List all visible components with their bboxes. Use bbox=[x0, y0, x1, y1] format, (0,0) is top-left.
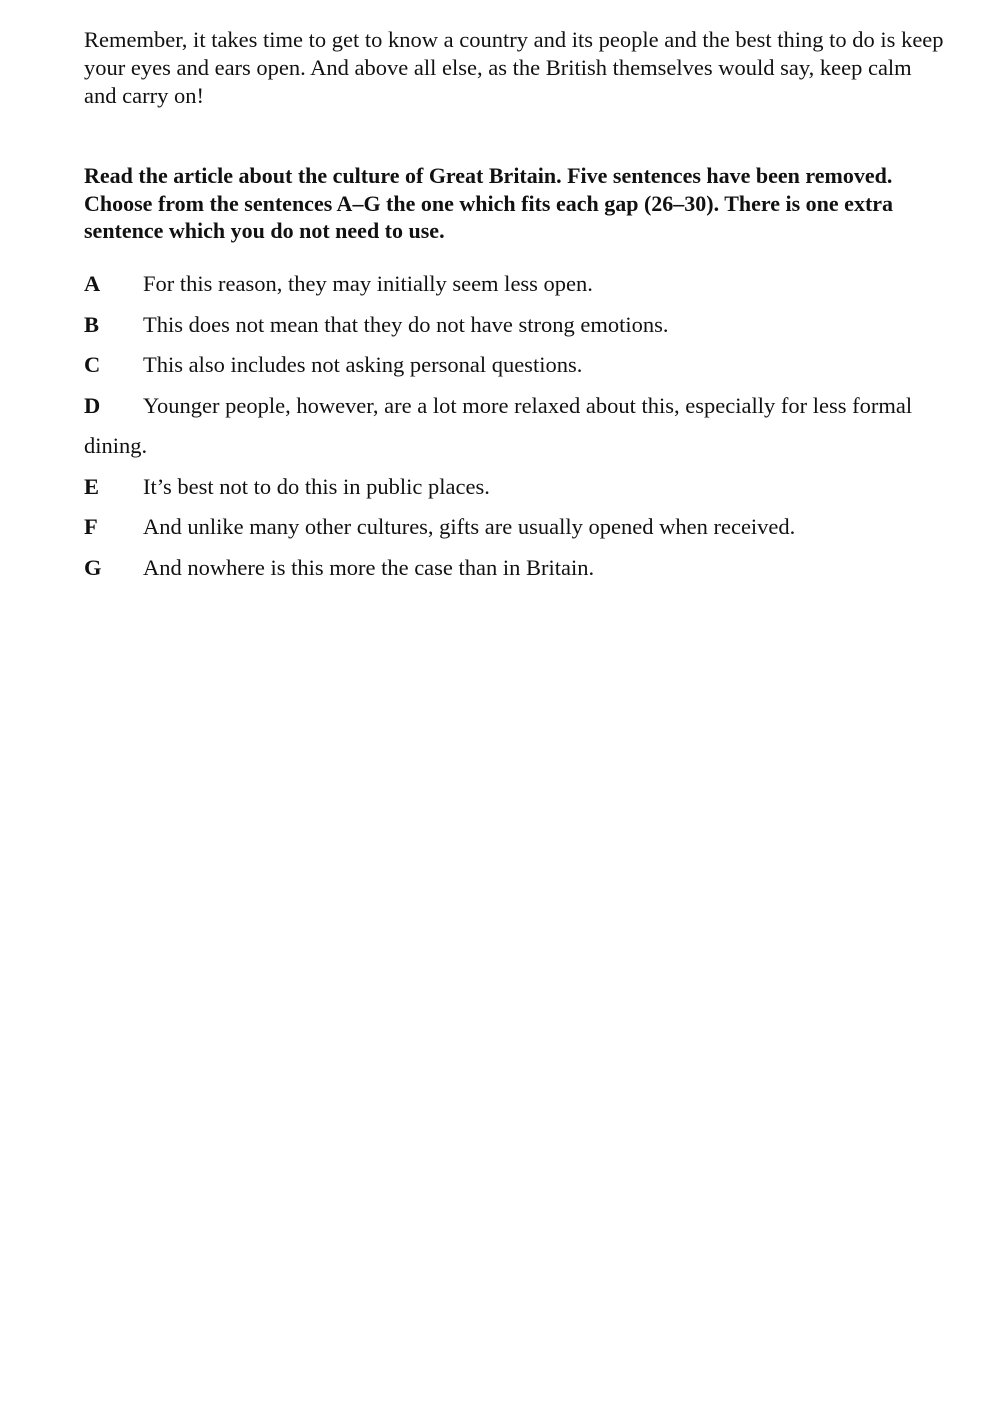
option-c bbox=[84, 345, 944, 385]
option-b bbox=[84, 305, 944, 345]
option-d bbox=[84, 386, 944, 466]
option-a bbox=[84, 264, 944, 304]
option-letter: A bbox=[84, 271, 101, 296]
option-letter: C bbox=[84, 352, 101, 377]
option-letter: F bbox=[84, 514, 98, 539]
option-g bbox=[84, 548, 944, 588]
option-text: And nowhere is this more the case than in Britain. bbox=[143, 555, 595, 580]
option-text: This also includes not asking personal questions. bbox=[143, 352, 583, 377]
option-letter: B bbox=[84, 312, 100, 337]
option-f bbox=[84, 507, 944, 547]
option-letter: D bbox=[84, 393, 101, 418]
option-text: This does not mean that they do not have strong emotions. bbox=[143, 312, 669, 337]
option-e bbox=[84, 467, 944, 507]
option-text: Younger people, however, are a lot more relaxed about this, especially for less formal dining. bbox=[84, 393, 913, 458]
option-text: For this reason, they may initially seem less open. bbox=[143, 271, 593, 296]
task-instructions: Read the article about the culture of Great Britain. Five sentences have been removed. Choose from the sentences A–G the one which fits each gap (26–30). There is one extra sentence which you do not need to use. bbox=[84, 163, 894, 243]
option-text: It’s best not to do this in public places. bbox=[143, 474, 490, 499]
option-letter: E bbox=[84, 474, 100, 499]
option-text: And unlike many other cultures, gifts are usually opened when received. bbox=[143, 514, 796, 539]
intro-paragraph: Remember, it takes time to get to know a country and its people and the best thing to do is keep your eyes and ears open. And above all else, as the British themselves would say, keep calm and carry on! bbox=[84, 27, 944, 108]
option-letter: G bbox=[84, 555, 102, 580]
